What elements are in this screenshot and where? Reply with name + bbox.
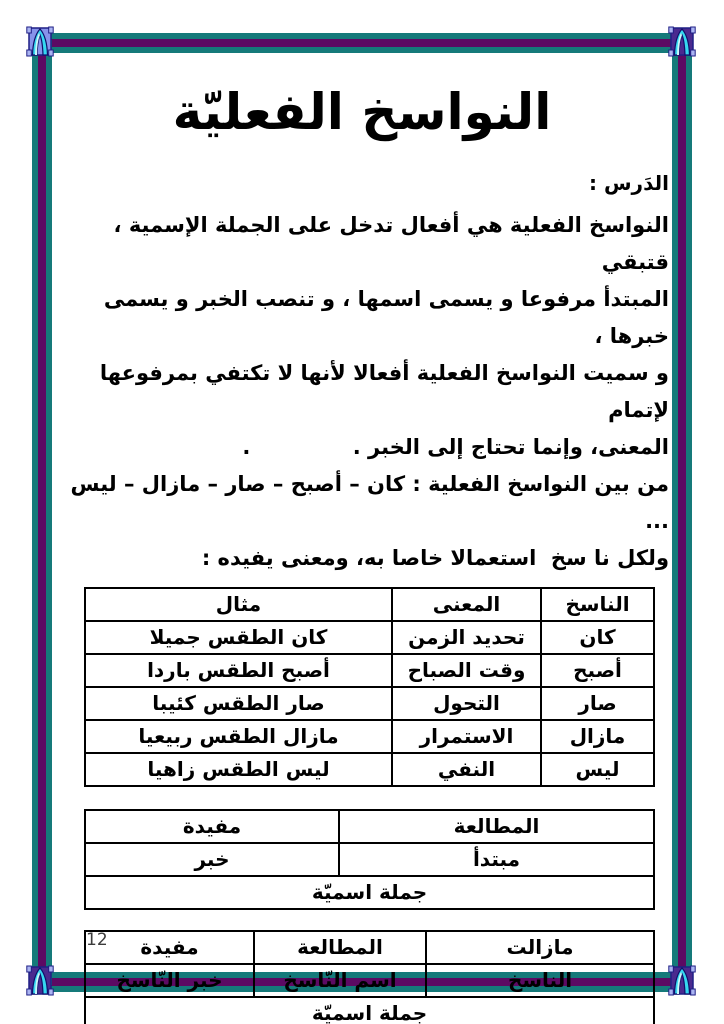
table-cell: مفيدة <box>85 931 254 964</box>
table-footer-row <box>85 997 654 1024</box>
table-cell: تحديد الزمن <box>392 621 541 654</box>
arch-ornament-icon <box>668 26 696 57</box>
lesson-label: الدَرس : <box>589 170 669 195</box>
table-cell: خبر النّاسخ <box>85 964 254 997</box>
header-maana: المعنى <box>392 588 541 621</box>
table-footer-row <box>85 876 654 909</box>
table-row <box>85 843 654 876</box>
header-nasikh: الناسخ <box>541 588 654 621</box>
table-cell: اسم النّاسخ <box>254 964 426 997</box>
frame-left-stripe <box>32 40 52 985</box>
table-row <box>85 720 654 753</box>
page-title: النواسخ الفعليّة <box>172 83 552 141</box>
nawasikh-table <box>84 587 655 787</box>
table-row <box>85 654 654 687</box>
arch-ornament-icon <box>26 965 54 996</box>
table-row <box>85 621 654 654</box>
table-cell: الاستمرار <box>392 720 541 753</box>
table-row <box>85 931 654 964</box>
table-cell: أصبح <box>541 654 654 687</box>
table-footer-cell: جملة اسميّة <box>85 876 654 909</box>
table-cell: المطالعة <box>339 810 654 843</box>
page-number: 12 <box>86 930 108 950</box>
table-cell: مبتدأ <box>339 843 654 876</box>
table-cell: مفيدة <box>85 810 339 843</box>
paragraph-line: المعنى، وإنما تحتاج إلى الخبر . . <box>242 434 669 459</box>
table-row <box>85 687 654 720</box>
table-cell: النفي <box>392 753 541 786</box>
frame-right-stripe <box>672 40 692 985</box>
table-footer-cell: جملة اسميّة <box>85 997 654 1024</box>
paragraph-line: و سميت النواسخ الفعلية أفعالا لأنها لا تكتفي بمرفوعها لإتمام <box>92 360 669 422</box>
table-cell: ليس <box>541 753 654 786</box>
header-mithal: مثال <box>85 588 392 621</box>
page-content <box>55 60 669 1024</box>
frame-top-stripe <box>40 33 684 53</box>
table-cell: ليس الطقس زاهيا <box>85 753 392 786</box>
table-row <box>85 810 654 843</box>
table-cell: خبر <box>85 843 339 876</box>
table-cell: الناسخ <box>426 964 654 997</box>
table-header-row <box>85 588 654 621</box>
paragraph-line: ولكل نا سخ استعمالا خاصا به، ومعنى يفيده : <box>201 545 669 570</box>
arch-ornament-icon <box>668 965 696 996</box>
table-cell: مازال <box>541 720 654 753</box>
paragraph-line: من بين النواسخ الفعلية : كان – أصبح – صار – مازال – ليس ... <box>63 471 669 533</box>
table-row <box>85 753 654 786</box>
arch-ornament-icon <box>26 26 54 57</box>
paragraph-line: المبتدأ مرفوعا و يسمى اسمها ، و تنصب الخبر و يسمى خبرها ، <box>96 286 669 348</box>
analysis-table-1 <box>84 809 655 910</box>
paragraph-line: النواسخ الفعلية هي أفعال تدخل على الجملة الإسمية ، قتبقي <box>106 212 669 274</box>
table-cell: أصبح الطقس باردا <box>85 654 392 687</box>
table-cell: المطالعة <box>254 931 426 964</box>
lesson-paragraph <box>55 207 669 577</box>
table-cell: صار الطقس كئيبا <box>85 687 392 720</box>
table-cell: كان <box>541 621 654 654</box>
analysis-table-2 <box>84 930 655 1024</box>
table-cell: كان الطقس جميلا <box>85 621 392 654</box>
table-cell: صار <box>541 687 654 720</box>
table-row <box>85 964 654 997</box>
table-cell: وقت الصباح <box>392 654 541 687</box>
table-cell: التحول <box>392 687 541 720</box>
table-cell: مازال الطقس ربيعيا <box>85 720 392 753</box>
table-cell: مازالت <box>426 931 654 964</box>
